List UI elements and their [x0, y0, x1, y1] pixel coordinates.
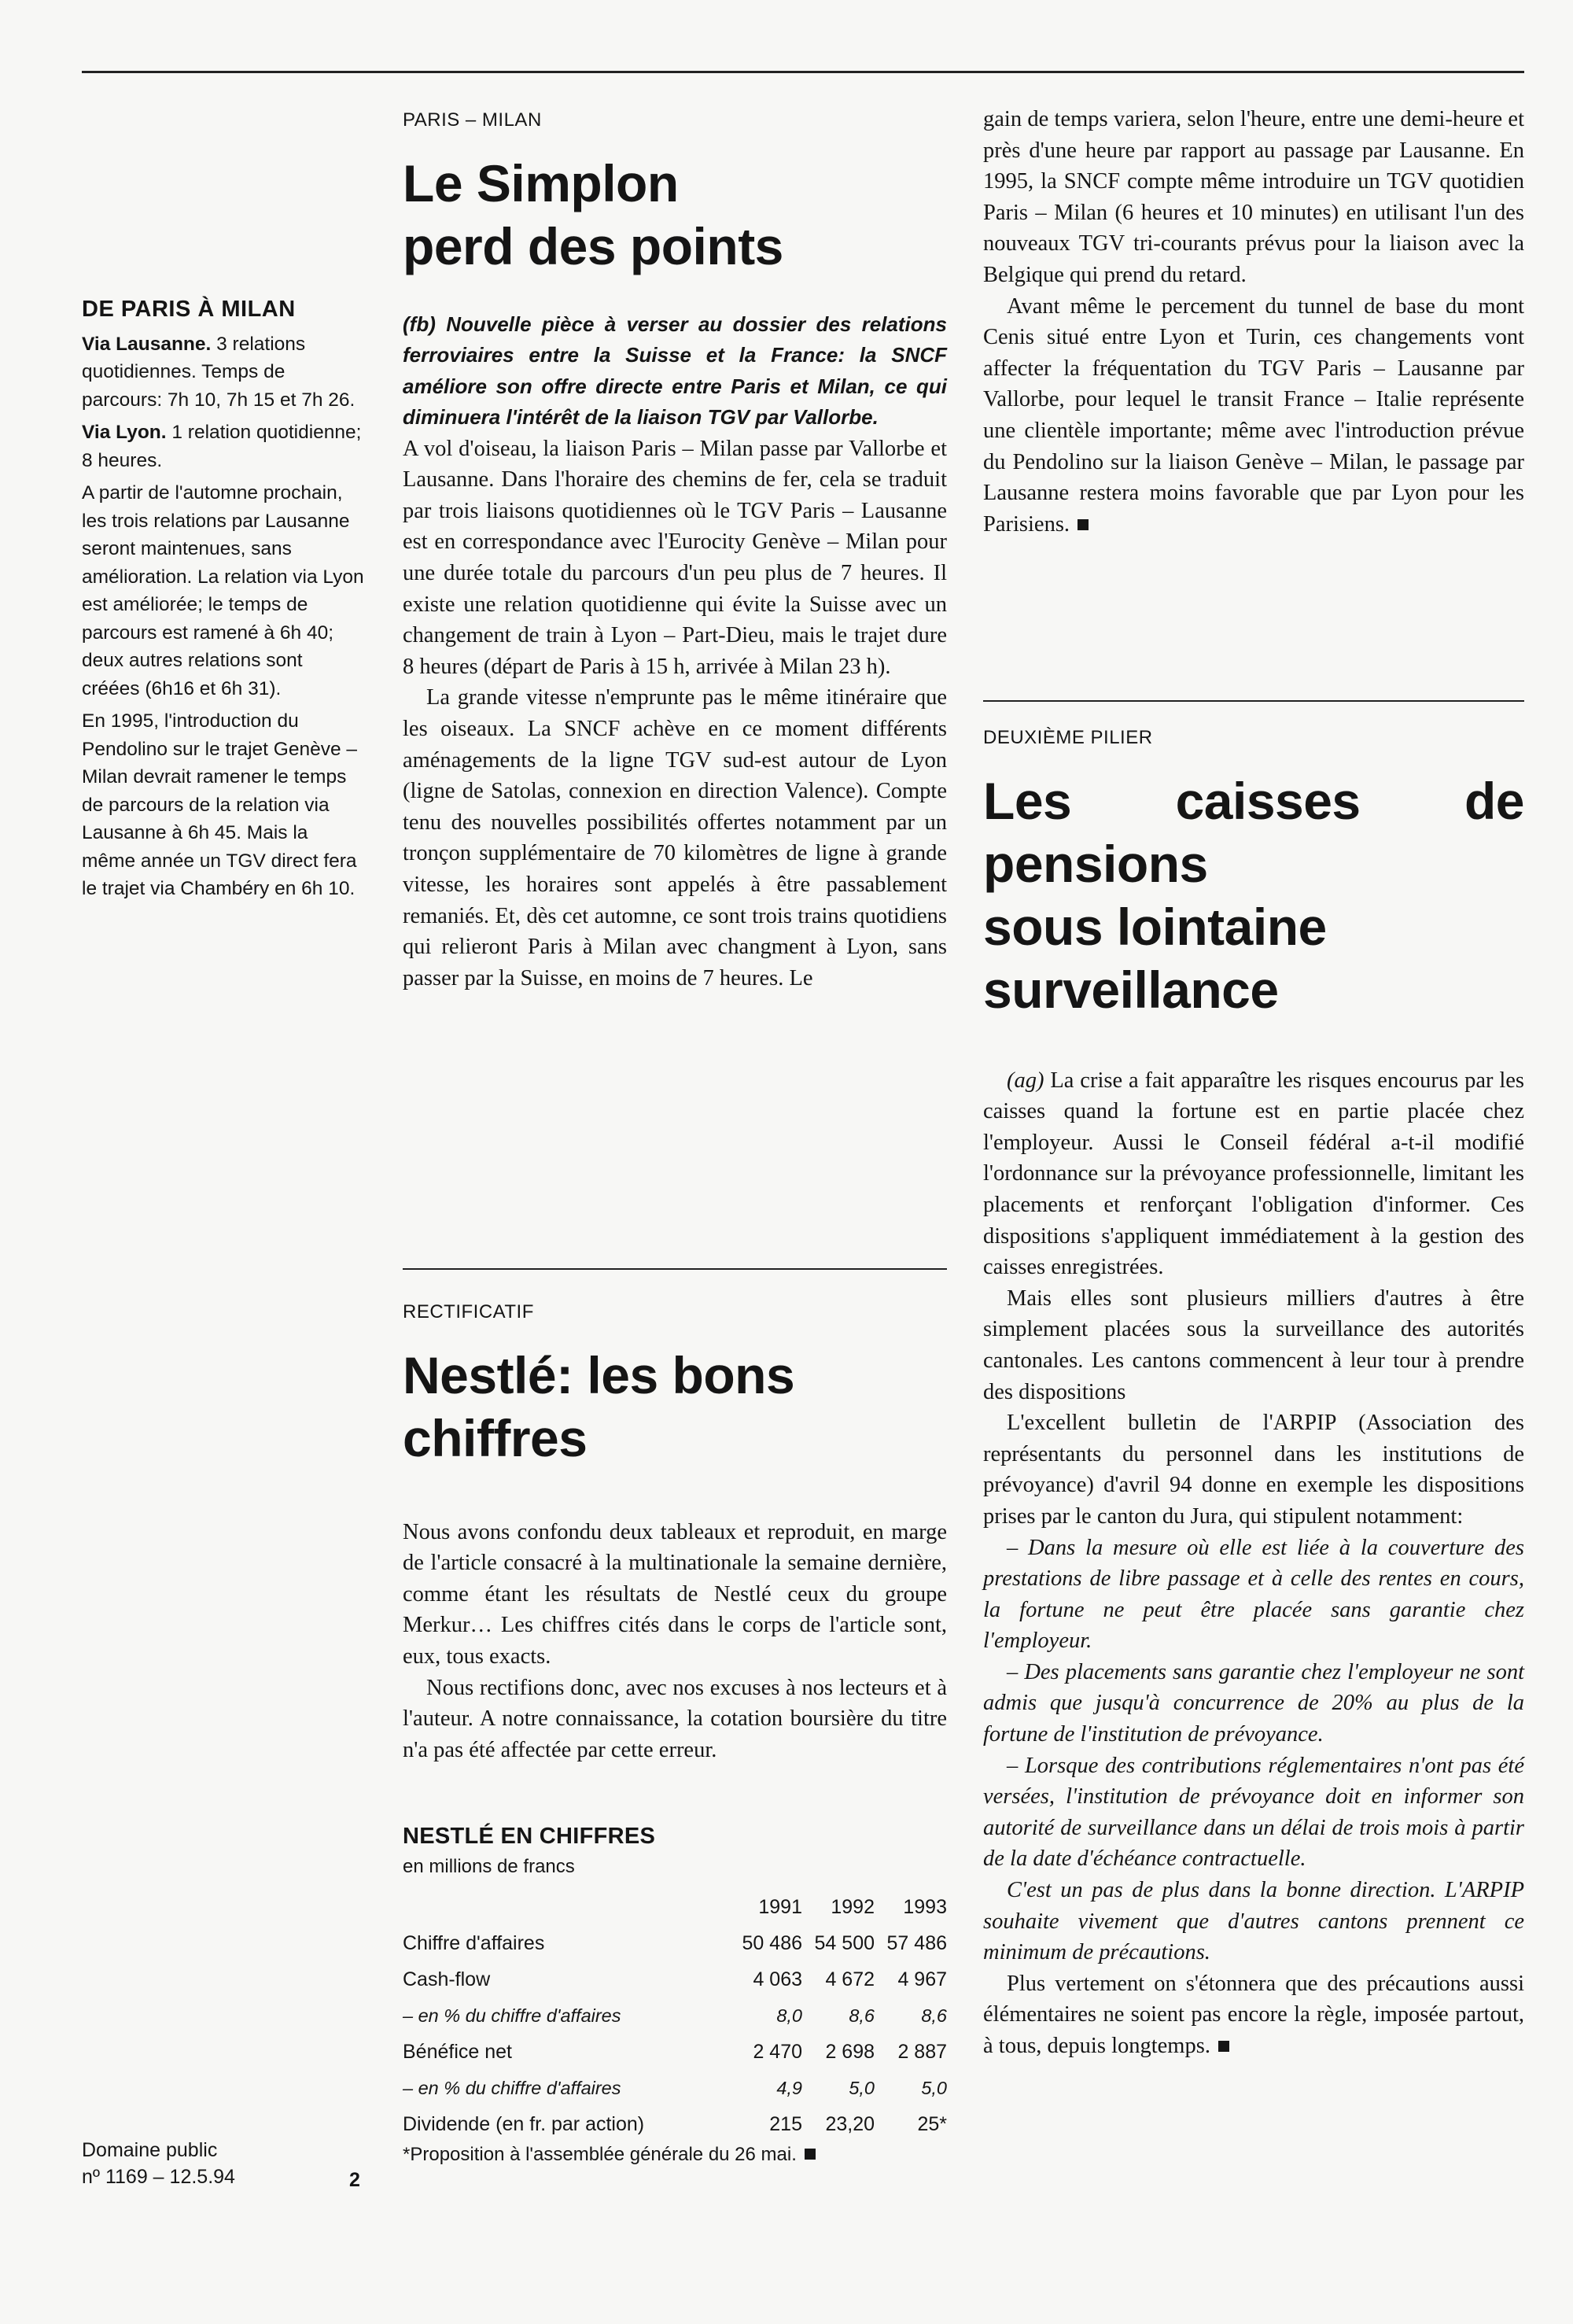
sidebar-para-4: En 1995, l'introduction du Pendolino sur le trajet Genève – Milan devrait ramener le temps de parcours de la relation via Lausanne à 6h 45. Mais la même année un TGV direct fera le trajet via Chambéry en 6h 10.: [82, 710, 358, 899]
article-nestle-headline: [403, 1344, 947, 1470]
article-simplon-chapo: (fb) Nouvelle pièce à verser au dossier des relations ferroviaires entre la Suisse et la France: la SNCF améliore son offre directe entre Paris et Milan, ce qui diminuera l'intérêt de la liaison TGV par Vallorbe.: [403, 312, 947, 430]
section-rule-nestle: [403, 1268, 947, 1270]
table-title: NESTLÉ EN CHIFFRES: [403, 1824, 656, 1849]
year-1991: 1991: [758, 1895, 802, 1918]
article-pensions-para-1: [983, 1065, 1524, 1283]
row-label: – en % du chiffre d'affaires: [403, 2077, 621, 2098]
quote-2: – Des placements sans garantie chez l'employeur ne sont admis que jusqu'à concurrence de 20% au plus de la fortune de l'institution de prévoyance.: [983, 1659, 1524, 1747]
cell: 23,20: [825, 2112, 875, 2135]
cell: 57 486: [886, 1931, 947, 1954]
article-pensions-para-1-text: La crise a fait apparaître les risques encourus par les caisses quand la fortune est en partie placée chez l'employeur. Aussi le Conseil fédéral a-t-il modifié l'ordonnance sur la prévoyance professionnelle, limitant les placements et renforçant l'obligation d'informer. Ces dispositions s'appliquent immédiatement à la gestion des caisses enregistrées.: [983, 1068, 1524, 1280]
quote-3: – Lorsque des contributions réglementaires n'ont pas été versées, l'institution de prévoyance doit en informer son autorité de surveillance dans un délai de trois mois à partir de la date d'échéance contractuelle.: [983, 1753, 1524, 1872]
row-label: Bénéfice net: [403, 2040, 512, 2063]
article-nestle-para-2: Nous rectifions donc, avec nos excuses à nos lecteurs et à l'auteur. A notre connaissance, la cotation boursière du titre n'a pas été affectée par cette erreur.: [403, 1675, 947, 1762]
table-unit: en millions de francs: [403, 1856, 575, 1877]
cell: 8,0: [776, 2005, 802, 2026]
cell: 215: [769, 2112, 802, 2135]
end-mark-icon: [1218, 2041, 1229, 2052]
article-nestle-kicker: RECTIFICATIF: [403, 1301, 534, 1322]
cell: 5,0: [849, 2077, 875, 2098]
cell: 4 967: [897, 1968, 947, 1990]
top-rule: [82, 71, 1524, 73]
end-mark-icon: [1078, 519, 1089, 530]
cell: 4,9: [776, 2077, 802, 2098]
cell: 54 500: [814, 1931, 875, 1954]
article-pensions-para-2: Mais elles sont plusieurs milliers d'autres à être simplement placées sous la surveillance des autorités cantonales. Les cantons commencent à leur tour à prendre des dispositions: [983, 1286, 1524, 1404]
publication-name: Domaine public: [82, 2139, 218, 2161]
article-simplon-para-2: La grande vitesse n'emprunte pas le même itinéraire que les oiseaux. La SNCF achève en ce moment différents aménagements de la ligne TGV sud-est autour de Lyon (ligne de Satolas, connexion en direction Valence). Compte tenu des nouvelles possibilités offertes notamment par un tronçon supplémentaire de 70 kilomètres de ligne à grande vitesse, les horaires sont appelés à être passablement remaniés. Et, dès cet automne, ce sont trois trains quotidiens qui relieront Paris à Milan avec changment à Lyon, sans passer par la Suisse, en moins de 7 heures. Le: [403, 685, 947, 990]
sidebar-text-1: 3 relations quotidiennes. Temps de parcours: 7h 10, 7h 15 et 7h 26.: [82, 333, 355, 411]
article-simplon-col1: [403, 105, 947, 994]
sidebar-title: DE PARIS À MILAN: [82, 297, 296, 322]
sidebar-text-2: 1 relation quotidienne; 8 heures.: [82, 422, 362, 471]
article-pensions-para-4-text: Plus vertement on s'étonnera que des précautions aussi élémentaires ne soient pas encore la règle, imposée partout, à tous, depuis longtemps.: [983, 1971, 1524, 2058]
article-simplon-para-3: gain de temps variera, selon l'heure, entre une demi-heure et près d'une heure par rapport au passage par Lausanne. En 1995, la SNCF compte même introduire un TGV quotidien Paris – Milan (6 heures et 10 minutes) en utilisant l'un des nouveaux TGV tri-courants prévus pour la liaison avec la Belgique qui prend du retard.: [983, 107, 1524, 287]
row-label: Dividende (en fr. par action): [403, 2112, 645, 2135]
row-label: – en % du chiffre d'affaires: [403, 2005, 621, 2026]
article-simplon-col2: [983, 104, 1524, 540]
table-row: [403, 1998, 947, 2034]
article-simplon-para-1: A vol d'oiseau, la liaison Paris – Milan passe par Vallorbe et Lausanne. Dans l'horaire des chemins de fer, cela se traduit par trois liaisons quotidiennes où le TGV Paris – Lausanne est en correspondance avec l'Eurocity Genève – Milan pour une durée totale du parcours d'un peu plus de 7 heures. Il existe une relation quotidienne qui évite la Suisse avec un changement de train à Lyon – Part-Dieu, mais le trajet dure 8 heures (départ de Paris à 15 h, arrivée à Milan 23 h).: [403, 436, 947, 679]
page-footer: [82, 2137, 381, 2190]
quote-4: C'est un pas de plus dans la bonne direction. L'ARPIP souhaite vivement que d'autres cantons prennent ce minimum de précautions.: [983, 1878, 1524, 1965]
table-row: [403, 2070, 947, 2106]
article-simplon-para-4-text: Avant même le percement du tunnel de base du mont Cenis situé entre Lyon et Turin, ces changements vont affecter la fréquentation du TGV Paris – Lausanne par Vallorbe, pour lequel le transit France – Italie représente une clientèle importante; même avec l'introduction prévue du Pendolino sur la liaison Genève – Milan, le passage par Lausanne restera moins favorable que par Lyon pour les Parisiens.: [983, 293, 1524, 537]
cell: 25*: [917, 2112, 947, 2135]
table-footnote-text: *Proposition à l'assemblée générale du 26 mai.: [403, 2144, 797, 2165]
article-simplon-kicker: PARIS – MILAN: [403, 109, 542, 131]
article-pensions-para-3: L'excellent bulletin de l'ARPIP (Association des représentants du personnel dans les institutions de prévoyance) d'avril 94 donne en exemple les dispositions prises par le canton du Jura, qui stipulent notamment:: [983, 1411, 1524, 1529]
section-rule-pensions: [983, 700, 1524, 702]
author-tag: (ag): [1007, 1068, 1044, 1093]
table-footnote: [403, 2144, 947, 2166]
headline-line-1: Le Simplon: [403, 153, 679, 212]
article-pensions-para-4: [983, 1968, 1524, 2062]
article-pensions: [983, 722, 1524, 2062]
figures-table: [403, 1889, 947, 2142]
nestle-figures-table: [403, 1824, 947, 2166]
sidebar-box: [82, 296, 365, 908]
issue-number: nº 1169 – 12.5.94: [82, 2166, 235, 2188]
table-row: [403, 1925, 947, 1961]
end-mark-icon: [805, 2149, 816, 2160]
headline-line-1: Nestlé: les bons: [403, 1345, 795, 1404]
cell: 4 672: [825, 1968, 875, 1990]
sidebar-para-3: A partir de l'automne prochain, les trois relations par Lausanne seront maintenues, sans amélioration. La relation via Lyon est améliorée; le temps de parcours est ramené à 6h 40; deux autres relations sont créées (6h16 et 6h 31).: [82, 482, 364, 699]
cell: 4 063: [753, 1968, 802, 1990]
table-row: [403, 2106, 947, 2142]
headline-line-2: perd des points: [403, 216, 783, 275]
cell: 2 887: [897, 2040, 947, 2063]
sidebar-para-1: [82, 330, 365, 415]
row-label: Chiffre d'affaires: [403, 1931, 545, 1954]
headline-line-1: Les caisses de pensions: [983, 771, 1524, 893]
headline-line-2: sous lointaine: [983, 897, 1327, 956]
cell: 8,6: [849, 2005, 875, 2026]
article-pensions-kicker: DEUXIÈME PILIER: [983, 727, 1153, 748]
article-simplon-para-4: [983, 291, 1524, 540]
cell: 2 698: [825, 2040, 875, 2063]
sidebar-para-2: [82, 419, 365, 474]
sidebar-lead-2: Via Lyon.: [82, 422, 167, 443]
table-row: [403, 2034, 947, 2070]
row-label: Cash-flow: [403, 1968, 491, 1990]
article-simplon-headline: [403, 152, 947, 278]
table-row: [403, 1961, 947, 1998]
article-nestle-para-1: Nous avons confondu deux tableaux et reproduit, en marge de l'article consacré à la multinationale la semaine dernière, comme étant les résultats de Nestlé ceux du groupe Merkur… Les chiffres cités dans le corps de l'article sont, eux, tous exacts.: [403, 1519, 947, 1669]
sidebar-lead-1: Via Lausanne.: [82, 333, 212, 355]
table-header-row: [403, 1889, 947, 1925]
article-pensions-headline: [983, 769, 1524, 1021]
page-number: 2: [349, 2169, 360, 2191]
cell: 8,6: [921, 2005, 947, 2026]
headline-line-3: surveillance: [983, 960, 1279, 1019]
headline-line-2: chiffres: [403, 1408, 588, 1467]
cell: 2 470: [753, 2040, 802, 2063]
article-nestle: [403, 1297, 947, 1765]
year-1992: 1992: [831, 1895, 875, 1918]
year-1993: 1993: [903, 1895, 947, 1918]
cell: 5,0: [921, 2077, 947, 2098]
cell: 50 486: [742, 1931, 802, 1954]
quote-1: – Dans la mesure où elle est liée à la couverture des prestations de libre passage et à celle des rentes en cours, la fortune ne peut être placée sans garantie chez l'employeur.: [983, 1535, 1524, 1654]
